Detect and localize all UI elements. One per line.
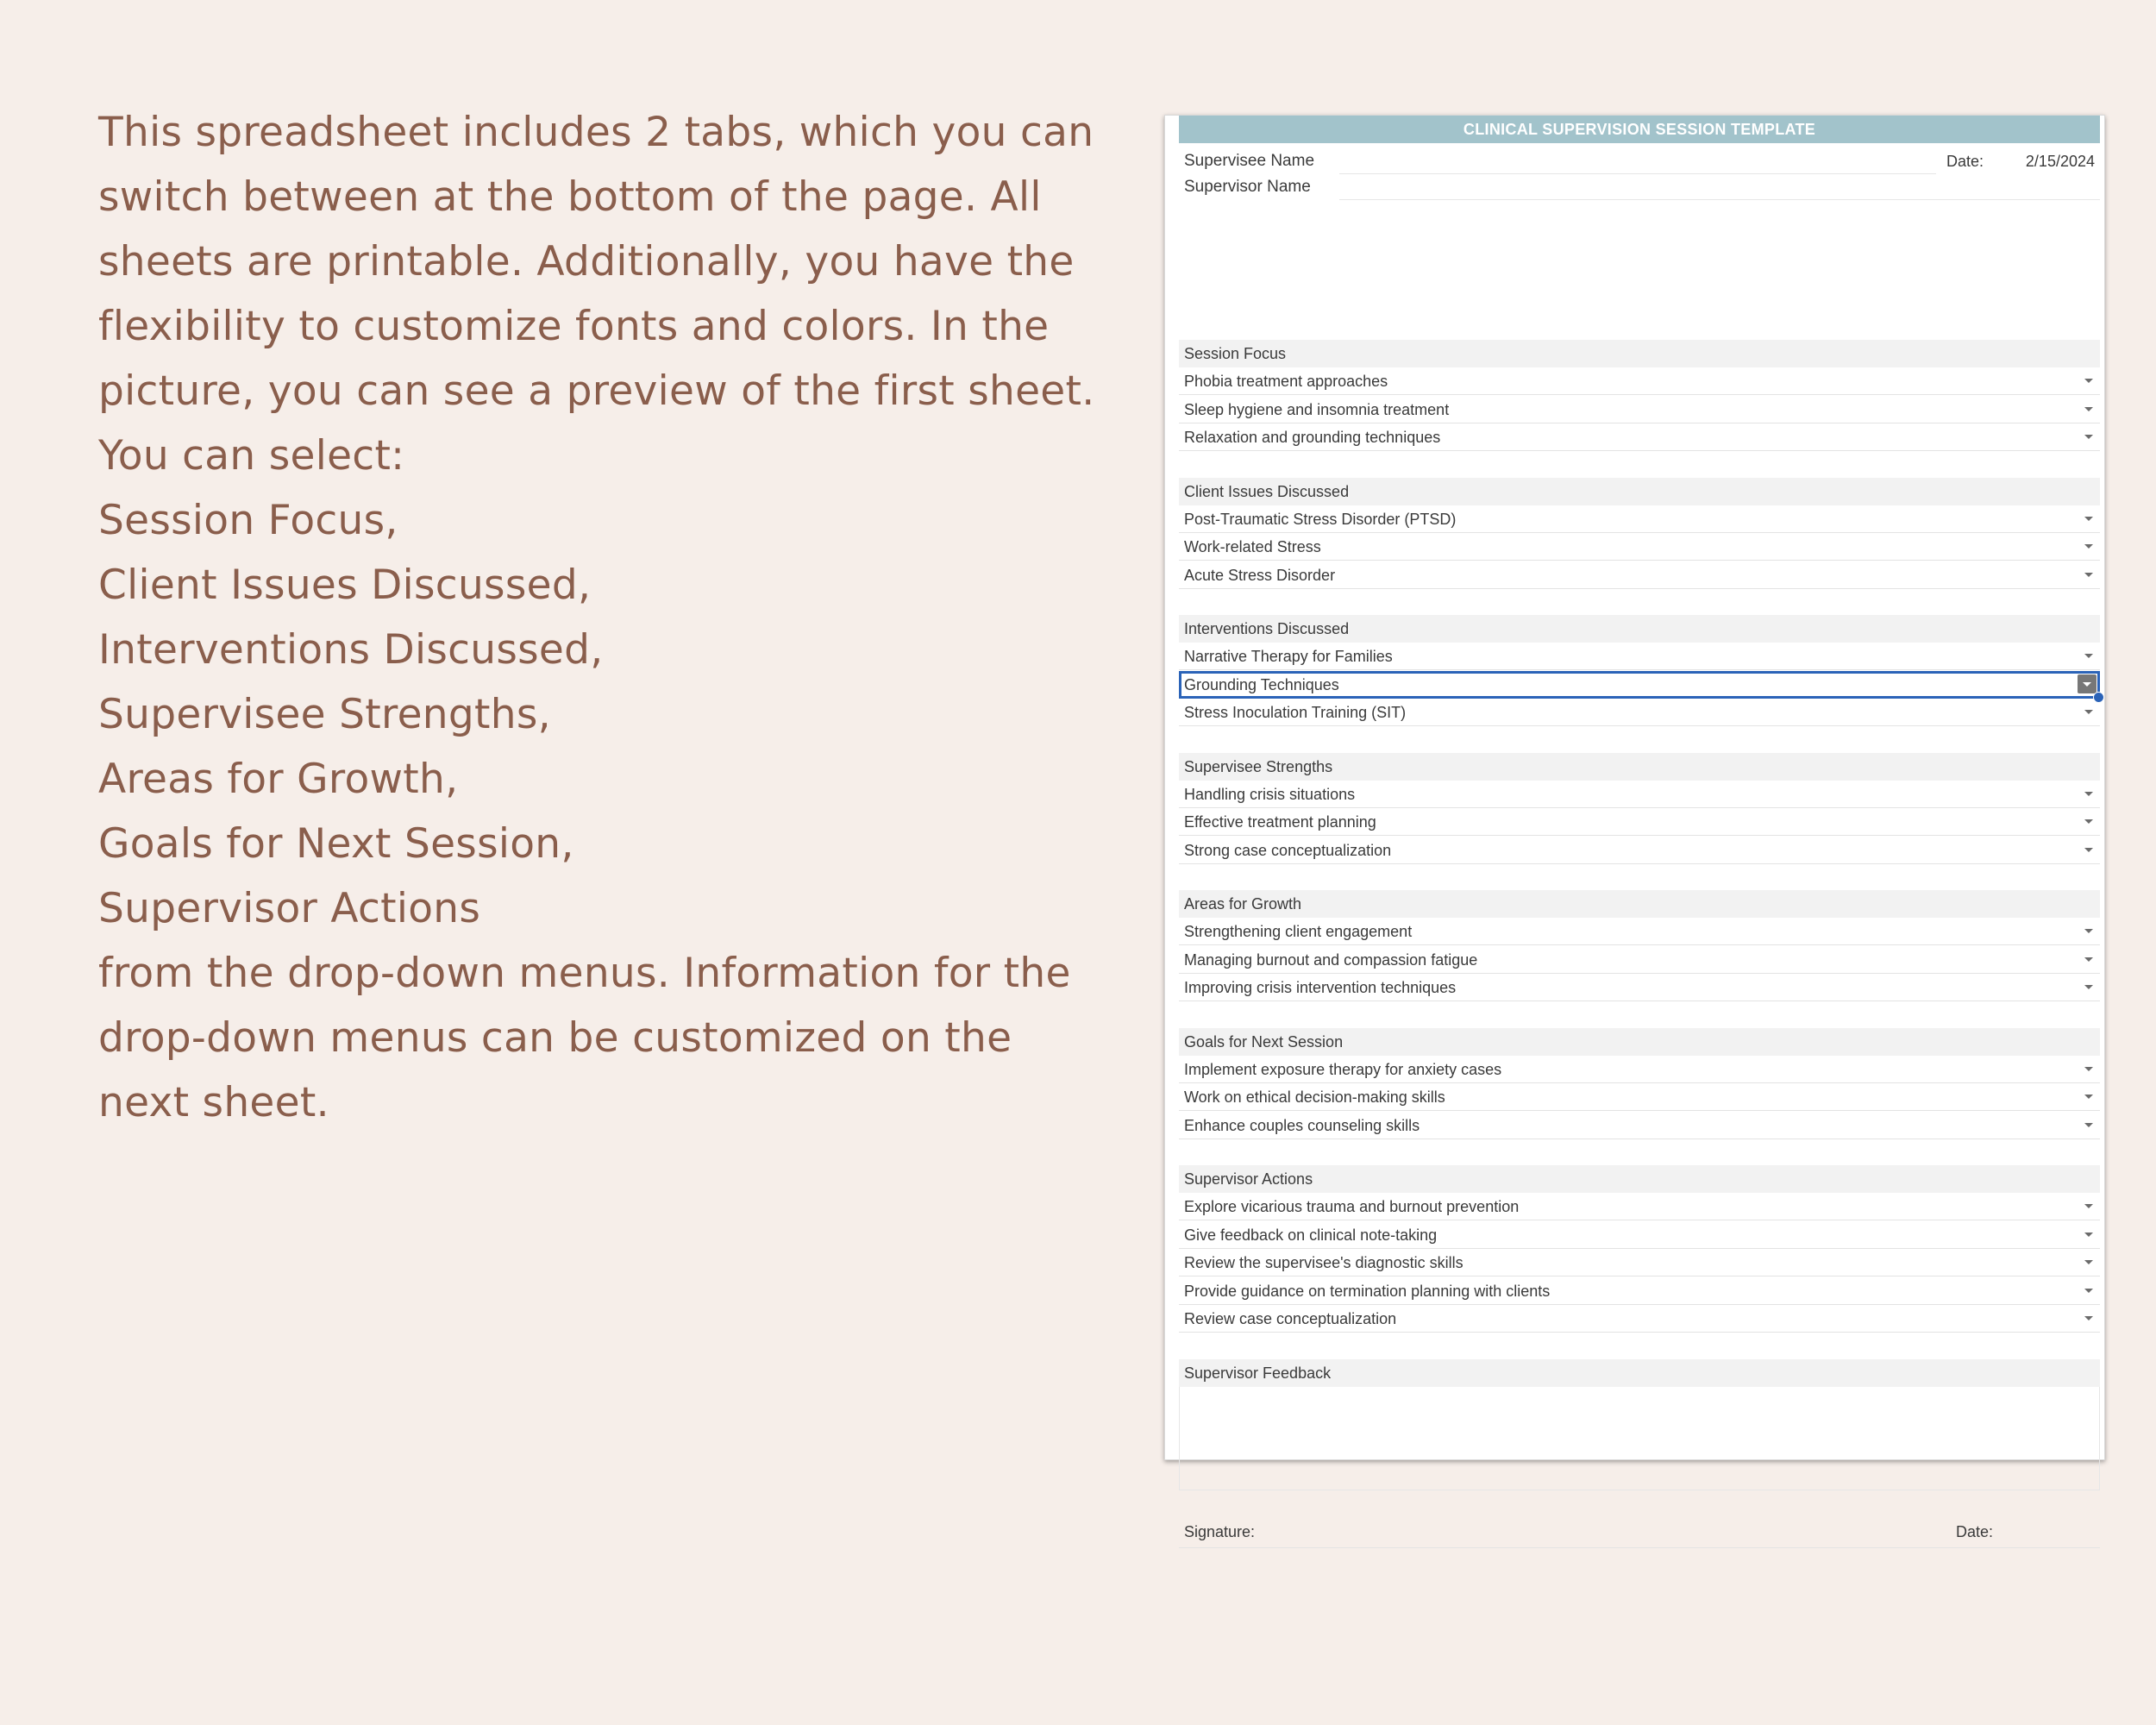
chevron-down-icon[interactable] — [2084, 1123, 2093, 1127]
chevron-down-icon[interactable] — [2084, 848, 2093, 852]
chevron-down-icon[interactable] — [2084, 819, 2093, 824]
chevron-down-icon[interactable] — [2084, 1260, 2093, 1264]
date-value[interactable]: 2/15/2024 — [2025, 153, 2095, 170]
dropdown-cell[interactable] — [1179, 1221, 2100, 1249]
chevron-down-icon[interactable] — [2084, 1204, 2093, 1208]
chevron-down-icon[interactable] — [2084, 1095, 2093, 1099]
intro-line-1: This spreadsheet includes 2 tabs, which you can — [98, 109, 1094, 156]
intro-line-5: picture, you can see a preview of the first sheet. — [98, 367, 1095, 415]
dropdown-value: Effective treatment planning — [1184, 813, 1376, 831]
selectable-6: Goals for Next Session, — [98, 820, 574, 868]
dropdown-cell[interactable] — [1179, 1083, 2100, 1111]
section-header-client-issues-discussed: Client Issues Discussed — [1179, 478, 2100, 505]
chevron-down-icon[interactable] — [2084, 435, 2093, 439]
dropdown-cell[interactable] — [1179, 781, 2100, 808]
supervisor-input[interactable] — [1339, 199, 2100, 200]
dropdown-cell[interactable] — [1179, 423, 2100, 451]
dropdown-cell[interactable] — [1179, 946, 2100, 974]
dropdown-value: Handling crisis situations — [1184, 785, 1356, 803]
date-label: Date: — [1946, 153, 1984, 170]
selectable-5: Areas for Growth, — [98, 756, 459, 803]
chevron-down-icon[interactable] — [2084, 573, 2093, 577]
section-header-supervisor-actions: Supervisor Actions — [1179, 1165, 2100, 1193]
selectable-2: Client Issues Discussed, — [98, 561, 592, 609]
dropdown-cell[interactable] — [1179, 396, 2100, 423]
chevron-down-icon[interactable] — [2084, 1233, 2093, 1237]
dropdown-cell[interactable] — [1179, 974, 2100, 1001]
selectable-4: Supervisee Strengths, — [98, 691, 551, 738]
closing-line-3: next sheet. — [98, 1079, 329, 1126]
dropdown-cell[interactable] — [1179, 505, 2100, 533]
feedback-textarea[interactable] — [1179, 1387, 2100, 1490]
chevron-down-icon[interactable] — [2084, 985, 2093, 989]
section-header-supervisee-strengths: Supervisee Strengths — [1179, 753, 2100, 781]
dropdown-cell[interactable] — [1179, 1305, 2100, 1333]
sheet-title: CLINICAL SUPERVISION SESSION TEMPLATE — [1179, 116, 2100, 143]
dropdown-cell[interactable] — [1179, 367, 2100, 395]
dropdown-cell[interactable] — [1179, 1056, 2100, 1083]
dropdown-value: Work-related Stress — [1184, 538, 1321, 555]
chevron-down-icon[interactable] — [2084, 792, 2093, 796]
supervisor-row — [1179, 174, 2100, 200]
signature-row[interactable] — [1179, 1516, 2100, 1548]
chevron-down-icon[interactable] — [2084, 407, 2093, 411]
chevron-down-icon[interactable] — [2084, 710, 2093, 714]
dropdown-value: Post-Traumatic Stress Disorder (PTSD) — [1184, 510, 1457, 528]
selectable-1: Session Focus, — [98, 497, 398, 544]
dropdown-cell[interactable] — [1179, 643, 2100, 670]
dropdown-value: Improving crisis intervention techniques — [1184, 979, 1457, 996]
spreadsheet-preview — [1164, 115, 2105, 1540]
dropdown-cell[interactable] — [1179, 808, 2100, 836]
chevron-down-icon[interactable] — [2084, 1067, 2093, 1071]
intro-text — [98, 100, 1127, 1135]
dropdown-value: Review case conceptualization — [1184, 1310, 1397, 1327]
chevron-down-icon[interactable] — [2084, 1289, 2093, 1293]
chevron-down-icon[interactable] — [2084, 654, 2093, 658]
dropdown-value: Acute Stress Disorder — [1184, 566, 1336, 584]
supervisee-row — [1179, 148, 2100, 174]
dropdown-value: Strengthening client engagement — [1184, 923, 1413, 940]
section-header-areas-for-growth: Areas for Growth — [1179, 890, 2100, 918]
dropdown-cell[interactable] — [1179, 837, 2100, 864]
intro-line-2: switch between at the bottom of the page. All — [98, 173, 1042, 221]
dropdown-cell[interactable] — [1179, 1277, 2100, 1305]
dropdown-value: Relaxation and grounding techniques — [1184, 429, 1441, 446]
closing-line-2: drop-down menus can be customized on the — [98, 1014, 1012, 1062]
selectable-7: Supervisor Actions — [98, 885, 481, 932]
chevron-down-icon[interactable] — [2084, 1316, 2093, 1320]
dropdown-value: Implement exposure therapy for anxiety cases — [1184, 1060, 1502, 1078]
dropdown-value: Explore vicarious trauma and burnout prevention — [1184, 1198, 1520, 1215]
section-header-supervisor-feedback: Supervisor Feedback — [1179, 1359, 2100, 1387]
dropdown-value: Stress Inoculation Training (SIT) — [1184, 704, 1407, 721]
section-header-interventions-discussed: Interventions Discussed — [1179, 615, 2100, 643]
selectable-3: Interventions Discussed, — [98, 626, 604, 674]
dropdown-value: Grounding Techniques — [1184, 675, 1339, 693]
closing-line-1: from the drop-down menus. Information for the — [98, 950, 1071, 997]
section-header-goals-for-next-session: Goals for Next Session — [1179, 1028, 2100, 1056]
dropdown-value: Review the supervisee's diagnostic skills — [1184, 1254, 1463, 1271]
dropdown-value: Narrative Therapy for Families — [1184, 648, 1393, 665]
dropdown-value: Strong case conceptualization — [1184, 841, 1392, 859]
dropdown-button-icon[interactable] — [2078, 674, 2096, 693]
dropdown-cell[interactable] — [1179, 1249, 2100, 1276]
chevron-down-icon[interactable] — [2084, 544, 2093, 549]
section-header-session-focus: Session Focus — [1179, 340, 2100, 367]
intro-line-4: flexibility to customize fonts and colors. In the — [98, 303, 1050, 350]
supervisee-label: Supervisee Name — [1184, 152, 1315, 170]
dropdown-cell[interactable] — [1179, 533, 2100, 561]
dropdown-cell[interactable] — [1179, 699, 2100, 726]
chevron-down-icon[interactable] — [2084, 379, 2093, 383]
dropdown-cell[interactable] — [1179, 671, 2100, 699]
chevron-down-icon[interactable] — [2084, 517, 2093, 521]
dropdown-value: Work on ethical decision-making skills — [1184, 1088, 1445, 1106]
dropdown-value: Sleep hygiene and insomnia treatment — [1184, 400, 1450, 418]
dropdown-value: Give feedback on clinical note-taking — [1184, 1226, 1438, 1244]
supervisor-label: Supervisor Name — [1184, 178, 1311, 196]
select-label: You can select: — [98, 432, 405, 480]
dropdown-cell[interactable] — [1179, 918, 2100, 945]
intro-line-3: sheets are printable. Additionally, you have the — [98, 238, 1075, 285]
dropdown-cell[interactable] — [1179, 1112, 2100, 1139]
dropdown-cell[interactable] — [1179, 561, 2100, 589]
dropdown-value: Phobia treatment approaches — [1184, 373, 1388, 390]
dropdown-value: Enhance couples counseling skills — [1184, 1116, 1420, 1134]
signature-label: Signature: — [1184, 1522, 1256, 1540]
dropdown-value: Provide guidance on termination planning with clients — [1184, 1282, 1551, 1300]
dropdown-value: Managing burnout and compassion fatigue — [1184, 950, 1478, 969]
signature-date-label: Date: — [1956, 1522, 1994, 1540]
chevron-down-icon[interactable] — [2084, 957, 2093, 962]
chevron-down-icon[interactable] — [2084, 929, 2093, 933]
dropdown-cell[interactable] — [1179, 1193, 2100, 1220]
